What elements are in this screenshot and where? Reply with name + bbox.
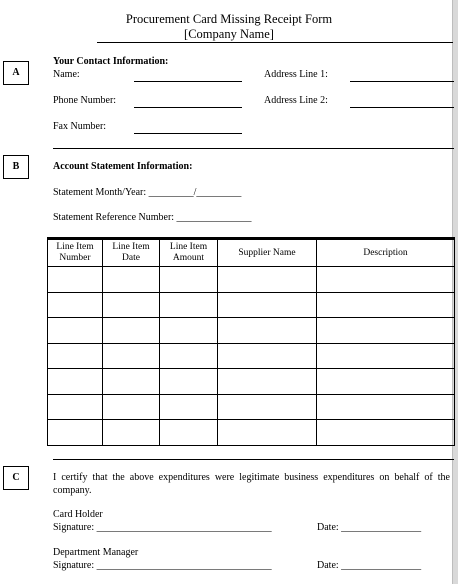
table-cell[interactable] [218, 292, 317, 318]
manager-label: Department Manager [53, 547, 139, 558]
table-cell[interactable] [160, 369, 218, 395]
table-cell[interactable] [317, 318, 455, 344]
col-supplier-name [218, 239, 317, 267]
col-label-top: Line Item [56, 242, 94, 252]
table-row [48, 343, 455, 369]
col-label-top: Line Item [169, 242, 208, 252]
section-c-rule [53, 459, 454, 460]
table-cell[interactable] [103, 394, 160, 420]
table-cell[interactable] [48, 394, 103, 420]
col-line-item-number [48, 239, 103, 267]
table-row [48, 267, 455, 293]
table-cell[interactable] [103, 420, 160, 446]
form-title: Procurement Card Missing Receipt Form [125, 12, 333, 26]
table-cell[interactable] [103, 369, 160, 395]
statement-month-year[interactable]: Statement Month/Year: _________/_________ [53, 187, 242, 198]
table-row [48, 292, 455, 318]
table-cell[interactable] [160, 318, 218, 344]
certification-text: I certify that the above expenditures were legitimate business expenditures on behalf of the company. [53, 472, 450, 496]
table-cell[interactable] [317, 343, 455, 369]
table-cell[interactable] [103, 292, 160, 318]
table-cell[interactable] [48, 369, 103, 395]
table-cell[interactable] [218, 369, 317, 395]
table-cell[interactable] [317, 420, 455, 446]
contact-heading: Your Contact Information: [53, 56, 169, 67]
table-cell[interactable] [218, 267, 317, 293]
table-cell[interactable] [103, 343, 160, 369]
statement-reference[interactable]: Statement Reference Number: _______________ [53, 212, 252, 223]
col-label: Supplier Name [238, 247, 296, 258]
manager-signature[interactable]: Signature: ___________________________________ [53, 560, 272, 571]
table-cell[interactable] [160, 420, 218, 446]
statement-heading: Account Statement Information: [53, 161, 193, 172]
table-cell[interactable] [103, 318, 160, 344]
table-body [48, 267, 455, 446]
address2-field[interactable] [350, 107, 454, 108]
title-rule [97, 42, 453, 43]
table-header-row [48, 239, 455, 267]
table-cell[interactable] [160, 394, 218, 420]
table-cell[interactable] [317, 292, 455, 318]
table-cell[interactable] [160, 292, 218, 318]
table-cell[interactable] [48, 292, 103, 318]
table-cell[interactable] [103, 267, 160, 293]
col-line-item-amount [160, 239, 218, 267]
table-cell[interactable] [317, 267, 455, 293]
section-b-marker: B [3, 155, 29, 179]
col-line-item-date [103, 239, 160, 267]
table-cell[interactable] [317, 394, 455, 420]
table-cell[interactable] [218, 343, 317, 369]
section-b-rule [53, 148, 454, 149]
table-cell[interactable] [160, 267, 218, 293]
table-cell[interactable] [317, 369, 455, 395]
table-row [48, 318, 455, 344]
name-field[interactable] [134, 81, 242, 82]
col-label-bottom: Date [122, 253, 140, 263]
card-holder-label: Card Holder [53, 509, 103, 520]
col-label-top: Line Item [112, 242, 150, 252]
card-holder-signature[interactable]: Signature: ___________________________________ [53, 522, 272, 533]
card-holder-date[interactable]: Date: ________________ [317, 522, 422, 533]
col-label-bottom: Amount [172, 253, 205, 263]
manager-date[interactable]: Date: ________________ [317, 560, 422, 571]
table-cell[interactable] [48, 267, 103, 293]
table-row [48, 394, 455, 420]
table-cell[interactable] [218, 394, 317, 420]
table-cell[interactable] [48, 343, 103, 369]
col-label: Description [363, 247, 408, 258]
line-items-table [47, 237, 455, 446]
col-label-bottom: Number [59, 253, 91, 263]
section-c-marker: C [3, 466, 29, 490]
fax-label: Fax Number: [53, 121, 107, 132]
section-a-marker: A [3, 61, 29, 85]
table-cell[interactable] [160, 343, 218, 369]
table-row [48, 369, 455, 395]
name-label: Name: [53, 69, 80, 80]
fax-field[interactable] [134, 133, 242, 134]
address2-label: Address Line 2: [264, 95, 328, 106]
company-name: [Company Name] [184, 27, 274, 41]
table-cell[interactable] [48, 318, 103, 344]
phone-label: Phone Number: [53, 95, 117, 106]
table-row [48, 420, 455, 446]
table-cell[interactable] [48, 420, 103, 446]
table-cell[interactable] [218, 318, 317, 344]
col-description [317, 239, 455, 267]
address1-label: Address Line 1: [264, 69, 328, 80]
address1-field[interactable] [350, 81, 454, 82]
table-cell[interactable] [218, 420, 317, 446]
phone-field[interactable] [134, 107, 242, 108]
